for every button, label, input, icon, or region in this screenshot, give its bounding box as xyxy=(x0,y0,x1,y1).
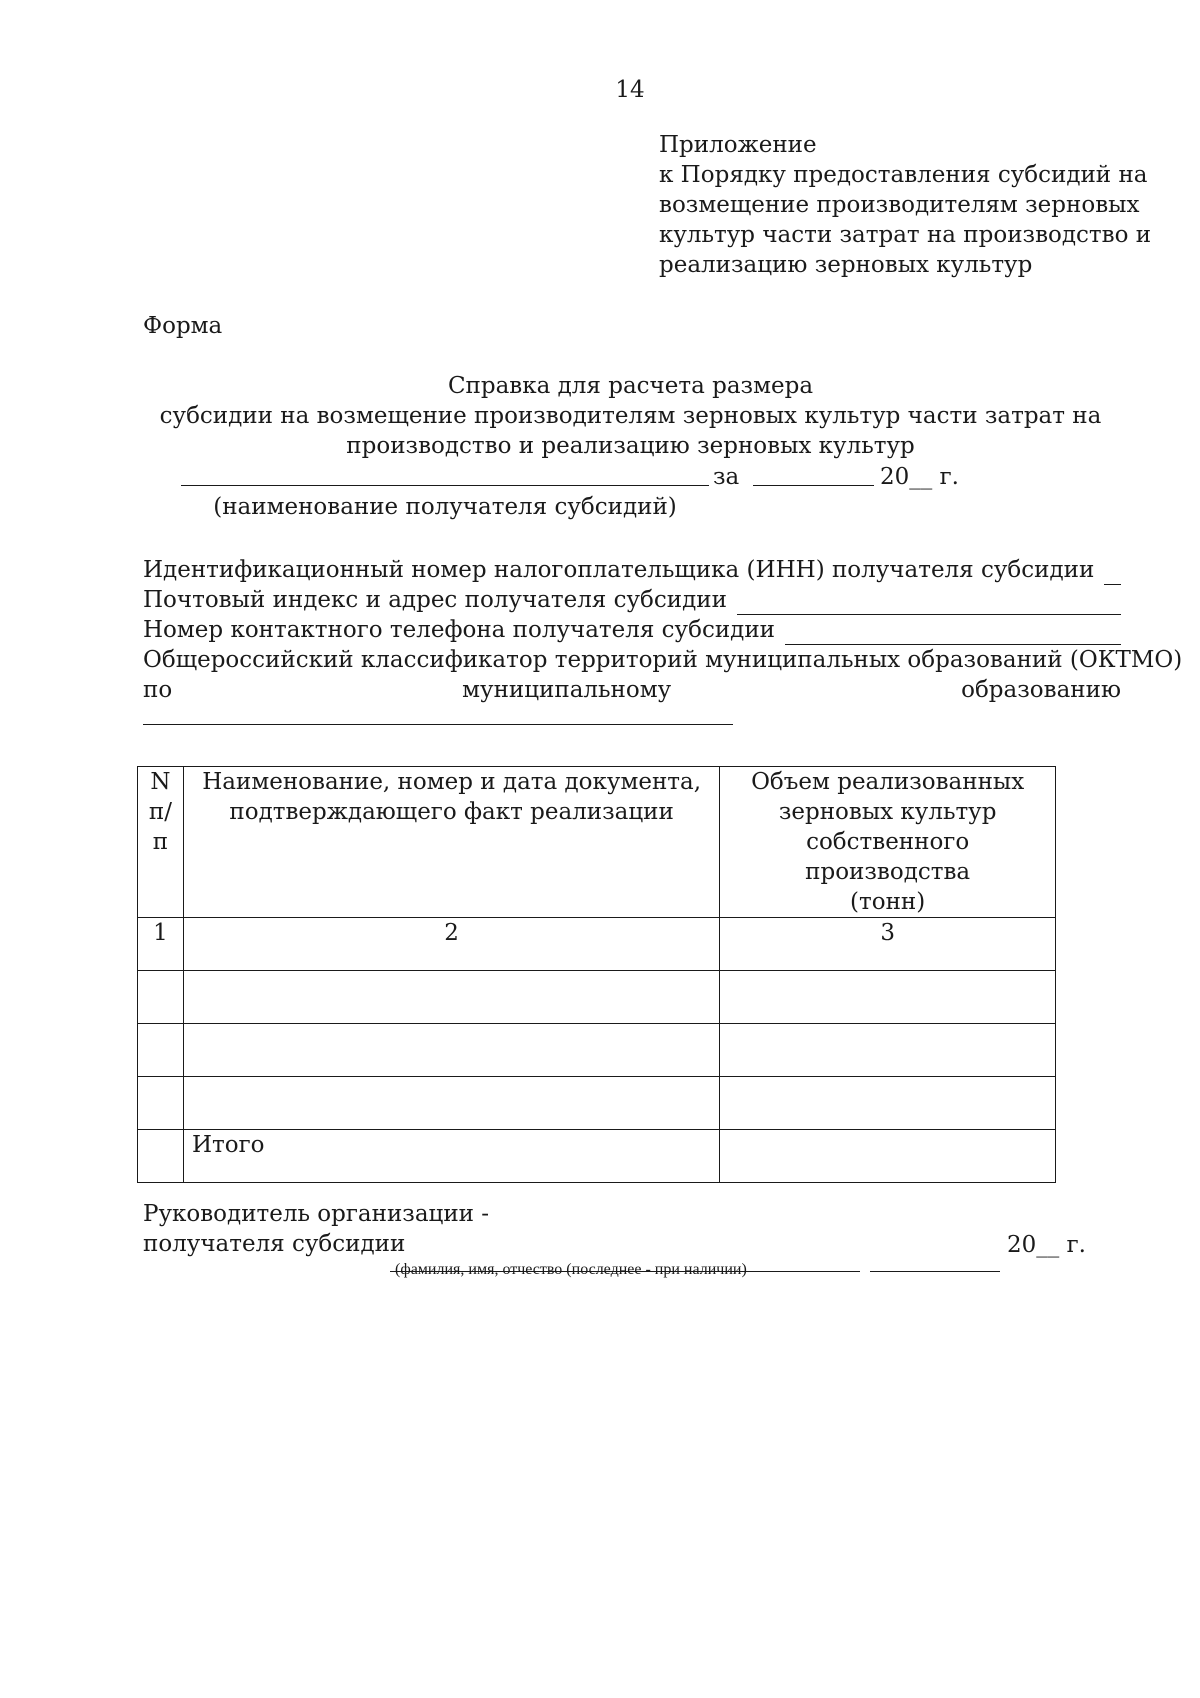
header-line: п xyxy=(152,829,169,855)
table-cell[interactable] xyxy=(183,971,719,1024)
appendix-line: к Порядку предоставления субсидий на xyxy=(659,162,1148,188)
table-cell[interactable] xyxy=(138,971,184,1024)
phone-row xyxy=(143,615,1121,645)
oktmo-word: муниципальному xyxy=(462,677,672,703)
column-number: 1 xyxy=(138,918,184,971)
recipient-name-caption: (наименование получателя субсидий) xyxy=(213,494,677,520)
table-cell[interactable] xyxy=(720,971,1056,1024)
header-volume xyxy=(720,767,1056,918)
oktmo-row xyxy=(143,645,1183,675)
page-number: 14 xyxy=(615,77,645,103)
address-label: Почтовый индекс и адрес получателя субсидии xyxy=(143,587,727,613)
header-line: N xyxy=(150,769,171,795)
phone-label: Номер контактного телефона получателя субсидии xyxy=(143,617,775,643)
header-line: Наименование, номер и дата документа, xyxy=(202,769,702,795)
appendix-line: реализацию зерновых культур xyxy=(659,252,1033,278)
header-line: п/ xyxy=(148,799,173,825)
header-line: собственного производства xyxy=(805,829,971,885)
address-blank[interactable] xyxy=(737,592,1121,615)
table-cell[interactable] xyxy=(183,1024,719,1077)
table-row xyxy=(138,971,1056,1024)
header-line: (тонн) xyxy=(850,889,926,915)
appendix-heading xyxy=(659,130,1152,280)
table-row xyxy=(138,1024,1056,1077)
signature-year: 20__ г. xyxy=(1007,1232,1086,1258)
column-number: 3 xyxy=(720,918,1056,971)
title-line: Справка для расчета размера xyxy=(447,373,814,399)
appendix-line: культур части затрат на производство и xyxy=(659,222,1152,248)
signature-line: Руководитель организации - xyxy=(143,1201,490,1227)
appendix-line: Приложение xyxy=(659,132,817,158)
table-cell[interactable] xyxy=(720,1024,1056,1077)
period-label: за xyxy=(713,464,740,490)
period-year: 20__ г. xyxy=(880,464,959,490)
address-row xyxy=(143,585,1121,615)
recipient-name-blank[interactable] xyxy=(181,463,709,486)
form-label: Форма xyxy=(143,313,223,339)
sales-table xyxy=(137,766,1056,1183)
oktmo-blank[interactable] xyxy=(143,714,733,725)
total-value-cell[interactable] xyxy=(720,1130,1056,1183)
oktmo-label: Общероссийский классификатор территорий муниципальных образований (ОКТМО) xyxy=(143,647,1183,673)
table-cell xyxy=(138,1130,184,1183)
document-title xyxy=(143,371,1118,461)
title-line: субсидии на возмещение производителям зерновых культур части затрат на xyxy=(159,403,1102,429)
oktmo-row-justified xyxy=(143,675,1121,705)
table-cell[interactable] xyxy=(138,1024,184,1077)
header-number xyxy=(138,767,184,918)
period-blank[interactable] xyxy=(753,463,874,486)
column-number-row xyxy=(138,918,1056,971)
table-row xyxy=(138,1077,1056,1130)
header-line: Объем реализованных xyxy=(751,769,1025,795)
inn-label: Идентификационный номер налогоплательщика (ИНН) получателя субсидии xyxy=(143,557,1095,583)
table-header-row xyxy=(138,767,1056,918)
column-number: 2 xyxy=(183,918,719,971)
recipient-info xyxy=(143,555,1183,705)
total-row xyxy=(138,1130,1056,1183)
header-document xyxy=(183,767,719,918)
title-line: производство и реализацию зерновых культур xyxy=(346,433,915,459)
appendix-line: возмещение производителям зерновых xyxy=(659,192,1140,218)
table-cell[interactable] xyxy=(138,1077,184,1130)
table-cell[interactable] xyxy=(720,1077,1056,1130)
inn-blank[interactable] xyxy=(1104,562,1121,585)
header-line: зерновых культур xyxy=(778,799,997,825)
signature-caption: (фамилия, имя, отчество (последнее - при наличии) xyxy=(395,1261,747,1278)
total-label: Итого xyxy=(183,1130,719,1183)
signature-line: получателя субсидии xyxy=(143,1231,406,1257)
signature-date-blank[interactable] xyxy=(870,1249,1000,1272)
table-cell[interactable] xyxy=(183,1077,719,1130)
header-line: подтверждающего факт реализации xyxy=(229,799,674,825)
oktmo-word: образованию xyxy=(961,677,1121,703)
phone-blank[interactable] xyxy=(785,622,1121,645)
inn-row xyxy=(143,555,1121,585)
oktmo-word: по xyxy=(143,677,173,703)
